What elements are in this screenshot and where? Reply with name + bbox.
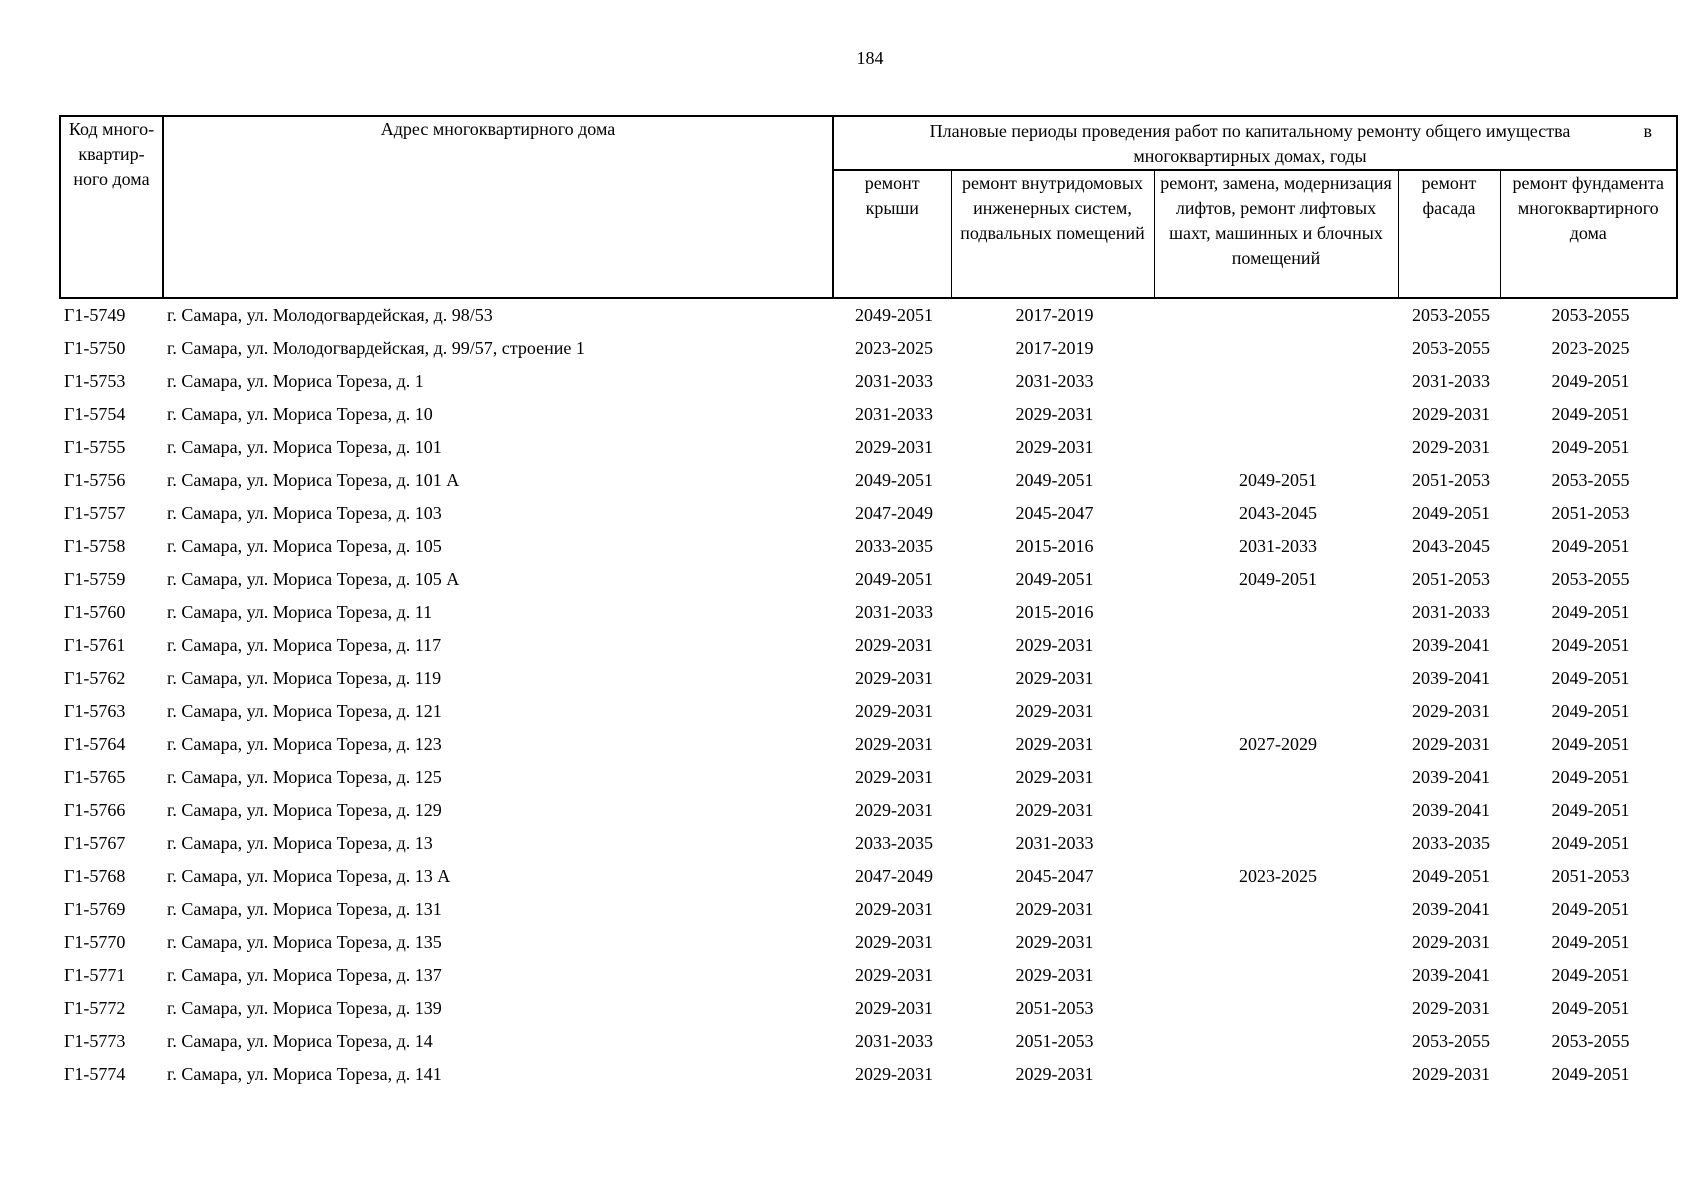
cell-code: Г1-5754 [64,404,126,424]
table-row [60,761,1677,794]
table-row [60,530,1677,563]
cell-address: г. Самара, ул. Молодогвардейская, д. 99/57, строение 1 [167,338,585,358]
cell-facade: 2039-2041 [1412,965,1490,985]
cell-lifts [1154,596,1398,629]
cell-lifts: 2027-2029 [1239,734,1317,754]
cell-facade: 2031-2033 [1412,602,1490,622]
cell-foundation: 2053-2055 [1551,569,1630,589]
cell-code: Г1-5753 [64,371,126,391]
table-row [60,662,1677,695]
cell-lifts [1154,827,1398,860]
cell-roof: 2029-2031 [855,734,933,754]
cell-engineering: 2031-2033 [1015,833,1094,853]
cell-engineering: 2029-2031 [1015,734,1094,754]
cell-lifts [1154,398,1398,431]
cell-facade: 2029-2031 [1412,734,1490,754]
cell-foundation: 2049-2051 [1551,602,1630,622]
cell-lifts [1154,695,1398,728]
cell-roof: 2049-2051 [855,305,933,325]
cell-foundation: 2051-2053 [1551,503,1630,523]
cell-foundation: 2049-2051 [1551,899,1630,919]
cell-engineering: 2029-2031 [1015,800,1094,820]
cell-facade: 2053-2055 [1412,338,1490,358]
cell-address: г. Самара, ул. Молодогвардейская, д. 98/53 [167,305,493,325]
cell-roof: 2029-2031 [855,998,933,1018]
repair-schedule-table [59,115,1678,1091]
cell-address: г. Самара, ул. Мориса Тореза, д. 135 [167,932,442,952]
cell-lifts [1154,365,1398,398]
table-row [60,926,1677,959]
table-row [60,365,1677,398]
cell-facade: 2029-2031 [1412,437,1490,457]
table-row [60,728,1677,761]
cell-lifts [1154,629,1398,662]
cell-address: г. Самара, ул. Мориса Тореза, д. 101 А [167,470,460,490]
cell-roof: 2029-2031 [855,965,933,985]
cell-roof: 2049-2051 [855,470,933,490]
cell-facade: 2043-2045 [1412,536,1490,556]
cell-engineering: 2029-2031 [1015,635,1094,655]
cell-roof: 2033-2035 [855,536,933,556]
cell-foundation: 2049-2051 [1551,965,1630,985]
cell-lifts [1154,662,1398,695]
cell-roof: 2029-2031 [855,899,933,919]
cell-address: г. Самара, ул. Мориса Тореза, д. 10 [167,404,433,424]
table-row [60,794,1677,827]
cell-foundation: 2049-2051 [1551,404,1630,424]
header-facade: ремонт фасада [1398,170,1500,298]
cell-facade: 2031-2033 [1412,371,1490,391]
cell-roof: 2031-2033 [855,371,933,391]
cell-address: г. Самара, ул. Мориса Тореза, д. 141 [167,1064,442,1084]
cell-address: г. Самара, ул. Мориса Тореза, д. 11 [167,602,433,622]
cell-foundation: 2049-2051 [1551,800,1630,820]
cell-engineering: 2015-2016 [1015,602,1094,622]
page-number: 184 [856,48,884,68]
cell-code: Г1-5750 [64,338,126,358]
cell-roof: 2029-2031 [855,932,933,952]
cell-engineering: 2029-2031 [1015,701,1094,721]
cell-roof: 2049-2051 [855,569,933,589]
cell-roof: 2031-2033 [855,602,933,622]
cell-code: Г1-5764 [64,734,126,754]
cell-engineering: 2045-2047 [1015,503,1094,523]
cell-foundation: 2049-2051 [1551,1064,1630,1084]
cell-code: Г1-5770 [64,932,126,952]
cell-lifts: 2023-2025 [1239,866,1317,886]
cell-code: Г1-5767 [64,833,126,853]
cell-engineering: 2029-2031 [1015,437,1094,457]
cell-address: г. Самара, ул. Мориса Тореза, д. 14 [167,1031,433,1051]
cell-facade: 2051-2053 [1412,470,1490,490]
cell-facade: 2051-2053 [1412,569,1490,589]
cell-address: г. Самара, ул. Мориса Тореза, д. 117 [167,635,442,655]
cell-facade: 2029-2031 [1412,998,1490,1018]
cell-lifts [1154,926,1398,959]
cell-facade: 2039-2041 [1412,899,1490,919]
cell-address: г. Самара, ул. Мориса Тореза, д. 101 [167,437,442,457]
cell-code: Г1-5768 [64,866,126,886]
table-row [60,497,1677,530]
cell-foundation: 2049-2051 [1551,932,1630,952]
cell-code: Г1-5762 [64,668,126,688]
table-row [60,563,1677,596]
cell-foundation: 2051-2053 [1551,866,1630,886]
header-plan-title-line2: многоквартирных домах, годы [1133,146,1367,166]
cell-roof: 2047-2049 [855,503,933,523]
table-row [60,398,1677,431]
cell-engineering: 2045-2047 [1015,866,1094,886]
cell-facade: 2029-2031 [1412,932,1490,952]
cell-roof: 2023-2025 [855,338,933,358]
table-row [60,332,1677,365]
table-row [60,827,1677,860]
table-row [60,893,1677,926]
cell-lifts: 2049-2051 [1239,569,1317,589]
cell-lifts [1154,431,1398,464]
cell-foundation: 2053-2055 [1551,305,1630,325]
cell-address: г. Самара, ул. Мориса Тореза, д. 139 [167,998,442,1018]
header-code-line: Код много- [68,119,155,139]
cell-lifts [1154,761,1398,794]
cell-foundation: 2049-2051 [1551,701,1630,721]
header-plan-title-tail: в [1643,121,1652,141]
cell-lifts [1154,992,1398,1025]
cell-engineering: 2029-2031 [1015,965,1094,985]
cell-lifts [1154,332,1398,365]
cell-engineering: 2029-2031 [1015,404,1094,424]
cell-code: Г1-5749 [64,305,126,325]
cell-foundation: 2049-2051 [1551,668,1630,688]
cell-roof: 2029-2031 [855,635,933,655]
cell-facade: 2039-2041 [1412,635,1490,655]
cell-engineering: 2029-2031 [1015,899,1094,919]
table-row [60,298,1677,332]
header-roof: ремонт крыши [833,170,951,298]
header-code [60,116,163,298]
cell-facade: 2029-2031 [1412,701,1490,721]
cell-engineering: 2029-2031 [1015,932,1094,952]
cell-lifts [1154,298,1398,332]
header-plan-periods [833,116,1677,170]
cell-roof: 2033-2035 [855,833,933,853]
table-row [60,695,1677,728]
cell-code: Г1-5760 [64,602,126,622]
cell-lifts [1154,959,1398,992]
cell-foundation: 2053-2055 [1551,1031,1630,1051]
cell-lifts: 2049-2051 [1239,470,1317,490]
cell-lifts [1154,1025,1398,1058]
cell-address: г. Самара, ул. Мориса Тореза, д. 129 [167,800,442,820]
cell-engineering: 2051-2053 [1015,1031,1094,1051]
cell-address: г. Самара, ул. Мориса Тореза, д. 1 [167,371,424,391]
cell-address: г. Самара, ул. Мориса Тореза, д. 105 [167,536,442,556]
cell-code: Г1-5772 [64,998,126,1018]
cell-roof: 2031-2033 [855,1031,933,1051]
cell-code: Г1-5759 [64,569,126,589]
cell-roof: 2029-2031 [855,1064,933,1084]
cell-engineering: 2029-2031 [1015,1064,1094,1084]
cell-foundation: 2049-2051 [1551,635,1630,655]
table-row [60,1025,1677,1058]
cell-code: Г1-5756 [64,470,126,490]
cell-address: г. Самара, ул. Мориса Тореза, д. 131 [167,899,442,919]
table-row [60,992,1677,1025]
cell-roof: 2047-2049 [855,866,933,886]
cell-roof: 2031-2033 [855,404,933,424]
cell-code: Г1-5771 [64,965,126,985]
cell-roof: 2029-2031 [855,767,933,787]
cell-code: Г1-5763 [64,701,126,721]
cell-address: г. Самара, ул. Мориса Тореза, д. 137 [167,965,442,985]
cell-facade: 2053-2055 [1412,1031,1490,1051]
cell-engineering: 2049-2051 [1015,569,1094,589]
cell-foundation: 2049-2051 [1551,833,1630,853]
header-plan-title: Плановые периоды проведения работ по капитальному ремонту общего имущества [929,121,1571,141]
header-address: Адрес многоквартирного дома [163,116,833,298]
table-row [60,1058,1677,1091]
cell-facade: 2049-2051 [1412,503,1490,523]
header-code-line: квартир- [78,144,145,164]
cell-engineering: 2031-2033 [1015,371,1094,391]
header-lifts: ремонт, замена, модернизация лифтов, ремонт лифтовых шахт, машинных и блочных помещений [1154,170,1398,298]
table-row [60,860,1677,893]
table-row [60,596,1677,629]
cell-address: г. Самара, ул. Мориса Тореза, д. 121 [167,701,442,721]
table-row [60,629,1677,662]
cell-roof: 2029-2031 [855,800,933,820]
cell-engineering: 2049-2051 [1015,470,1094,490]
cell-engineering: 2017-2019 [1015,338,1094,358]
table-row [60,431,1677,464]
cell-code: Г1-5765 [64,767,126,787]
cell-facade: 2033-2035 [1412,833,1490,853]
cell-code: Г1-5769 [64,899,126,919]
cell-facade: 2049-2051 [1412,866,1490,886]
cell-address: г. Самара, ул. Мориса Тореза, д. 119 [167,668,442,688]
cell-facade: 2029-2031 [1412,1064,1490,1084]
cell-code: Г1-5773 [64,1031,126,1051]
cell-foundation: 2023-2025 [1551,338,1630,358]
header-code-line: ного дома [73,169,150,189]
cell-code: Г1-5758 [64,536,126,556]
cell-foundation: 2049-2051 [1551,998,1630,1018]
cell-address: г. Самара, ул. Мориса Тореза, д. 13 [167,833,433,853]
cell-foundation: 2053-2055 [1551,470,1630,490]
cell-address: г. Самара, ул. Мориса Тореза, д. 103 [167,503,442,523]
cell-code: Г1-5761 [64,635,126,655]
cell-engineering: 2015-2016 [1015,536,1094,556]
cell-roof: 2029-2031 [855,668,933,688]
cell-address: г. Самара, ул. Мориса Тореза, д. 105 А [167,569,460,589]
cell-lifts [1154,893,1398,926]
cell-address: г. Самара, ул. Мориса Тореза, д. 125 [167,767,442,787]
cell-lifts [1154,794,1398,827]
cell-engineering: 2029-2031 [1015,668,1094,688]
cell-address: г. Самара, ул. Мориса Тореза, д. 13 А [167,866,451,886]
header-engineering: ремонт внутридомовых инженерных систем, подвальных помещений [951,170,1154,298]
cell-roof: 2029-2031 [855,437,933,457]
cell-lifts: 2031-2033 [1239,536,1317,556]
cell-engineering: 2017-2019 [1015,305,1094,325]
cell-engineering: 2029-2031 [1015,767,1094,787]
cell-foundation: 2049-2051 [1551,536,1630,556]
cell-foundation: 2049-2051 [1551,734,1630,754]
cell-roof: 2029-2031 [855,701,933,721]
cell-facade: 2029-2031 [1412,404,1490,424]
cell-code: Г1-5757 [64,503,126,523]
cell-foundation: 2049-2051 [1551,437,1630,457]
cell-facade: 2039-2041 [1412,767,1490,787]
header-foundation: ремонт фундамента многоквартирного дома [1500,170,1677,298]
cell-code: Г1-5766 [64,800,126,820]
cell-facade: 2053-2055 [1412,305,1490,325]
cell-lifts: 2043-2045 [1239,503,1317,523]
cell-code: Г1-5774 [64,1064,126,1084]
table-row [60,464,1677,497]
cell-code: Г1-5755 [64,437,126,457]
cell-facade: 2039-2041 [1412,668,1490,688]
cell-foundation: 2049-2051 [1551,767,1630,787]
cell-facade: 2039-2041 [1412,800,1490,820]
cell-engineering: 2051-2053 [1015,998,1094,1018]
cell-foundation: 2049-2051 [1551,371,1630,391]
table-row [60,959,1677,992]
cell-lifts [1154,1058,1398,1091]
cell-address: г. Самара, ул. Мориса Тореза, д. 123 [167,734,442,754]
